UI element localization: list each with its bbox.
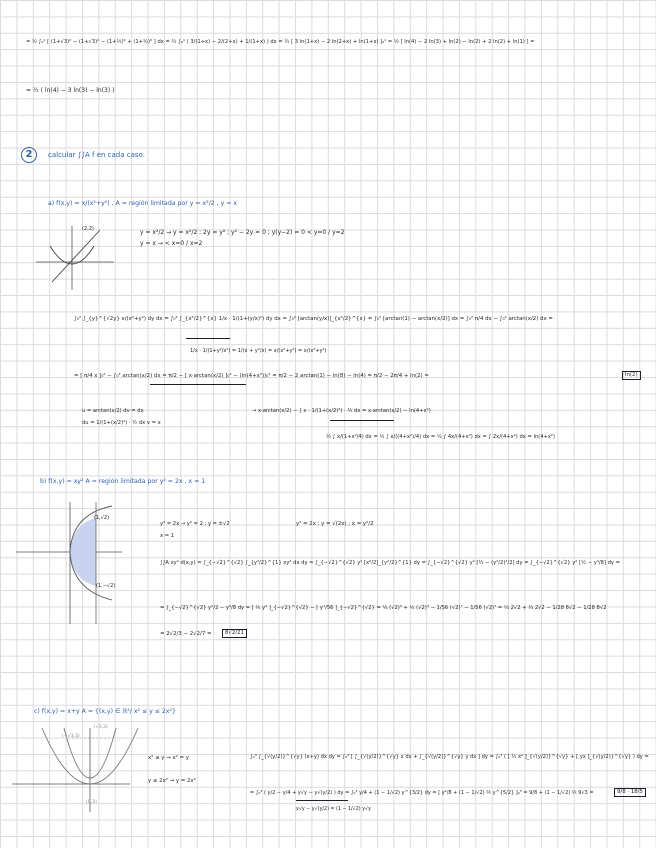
part-c-point-right: (√3,3)	[94, 725, 108, 730]
part-c-integral-under: y√y − y√(y/2) = (1 − 1/√2) y√y	[296, 807, 371, 812]
part-b-integral-line1: ∫∫A xy² d(x,y) = ∫_{−√2}^{√2} ∫_{y²/2}^{1} xy² dx dy = ∫_{−√2}^{√2} y² [x²/2]_{y²/2}^{1} dy = ∫_{−√2}^{√2} y² [½ − (y²/2)²/2] dy = ∫_{−√2}^{√2} y² [½ − y⁴/8] dy =	[160, 560, 620, 566]
part-a-graph	[36, 222, 116, 292]
part-a-parts-u: u = arctan(x/2) dv = dx	[82, 408, 144, 414]
part-a-parts-substitution: ½ ∫ x/(1+x²/4) dx = ½ ∫ x/((4+x²)/4) dx = ½ ∫ 4x/(4+x²) dx = ∫ 2x/(4+x²) dx = ln(4+x²)	[326, 434, 556, 440]
part-c-system-line2: y ≤ 2x² → y = 2x²	[148, 778, 196, 784]
exercise-number-badge: 2	[21, 147, 37, 163]
exercise-heading: calcular ∫∫A f en cada caso.	[48, 151, 145, 159]
part-b-system-line2: x = 1	[160, 533, 175, 539]
part-b-system-line1: y² = 2x → y² = 2 ; y = ±√2	[160, 521, 230, 527]
part-a-system-line1: y = x²/2 → y = x²/2 ; 2y = y² ; y² − 2y = 0 ; y(y−2) = 0 < y=0 / y=2	[140, 229, 345, 236]
top-equation-line1: = ½ ∫₀¹ [ (1+√3)² − (1+√3)² − (1+½)² + (1+½)² ] dx = ½ ∫₀¹ ( 3/(1+x) − 2/(2+x) + 1/(1+x) ) dx = ½ [ 3 ln(1+x) − 2 ln(2+x) + ln(1+x) ]₀¹ = ½ [ ln(4) − 2 ln(3) + ln(2) − ln(2) + 2 ln(2) + ln(1) ] =	[26, 39, 535, 45]
part-b-result-box: 8√2/21	[222, 629, 247, 638]
part-a-integral-line2: = [ π/4 x ]₀² − ∫₀² arctan(x/2) dx = π/2 − [ x·arctan(x/2) ]₀² − (ln(4+x²))₀² = π/2 − 2 arctan(1) − ln(8) − ln(4) = π/2 − 2π/4 + ln(2) =	[74, 373, 429, 379]
part-a-system-line2: y = x → < x=0 / x=2	[140, 240, 203, 247]
part-a-integral-under: 1/x · 1/(1+y²/x²) = 1/(x + y²/x) = x/(x²+y²) = x/(x²+y²)	[190, 348, 327, 354]
part-a-statement: a) f(x,y) = x/(x²+y²) , A = región limitada por y = x²/2 , y = x	[48, 200, 238, 207]
part-a-point-label: (2,2)	[82, 226, 94, 232]
part-c-point-center: (0,3)	[86, 800, 97, 805]
part-b-integral-line3: = 2√2/3 − 2√2/7 =	[160, 631, 212, 637]
part-a-parts-result: → x·arctan(x/2) − ∫ x · 1/(1+(x/2)²) · ½ dx = x·arctan(x/2) − ln(4+x²)	[252, 408, 431, 414]
part-a-result-box: ln(2)	[622, 371, 641, 380]
part-c-statement: c) f(x,y) = x+y A = {(x,y) ∈ ℝ²/ x² ≤ y ≤ 2x²}	[34, 708, 176, 715]
part-b-statement: b) f(x,y) = xy² A = región limitada por y² = 2x , x = 1	[40, 478, 206, 485]
part-a-integral-line1: ∫₀² ∫_{y}^{√2y} x/(x²+y²) dy dx = ∫₀² ∫_{x²/2}^{x} 1/x · 1/(1+(y/x)²) dy dx = ∫₀² [arctan(y/x)]_{x²/2}^{x} = ∫₀² [arctan(1) − arctan(x/2)] dx = ∫₀² π/4 dx − ∫₀² arctan(x/2) dx =	[74, 316, 553, 322]
part-c-point-left: (−√3,3)	[62, 734, 80, 739]
part-c-integral-line1: ∫₀³ ∫_{√(y/2)}^{√y} (x+y) dx dy = ∫₀³ [ ∫_{√(y/2)}^{√y} x dx + ∫_{√(y/2)}^{√y} y dx ] dy = ∫₀³ ( [ ½ x² ]_{√(y/2)}^{√y} + [ yx ]_{√(y/2)}^{√y} ) dy =	[250, 754, 649, 760]
part-c-integral-line2: = ∫₀³ ( y/2 − y/4 + y√y − y√(y/2) ) dy = ∫₀³ y/4 + (1 − 1/√2) y^{3/2} dy = [ y²/8 + (1 − 1/√2) ⅖ y^{5/2} ]₀³ = 9/8 + (1 − 1/√2) ⅖ 9√3 =	[250, 790, 594, 796]
part-b-integral-line2: = ∫_{−√2}^{√2} y²/2 − y⁶/8 dy = [ ⅙ y³ ]_{−√2}^{√2} − [ y⁷/56 ]_{−√2}^{√2} = ⅙ (√2)³ + ⅙ (√2)³ − 1/56 (√2)⁷ − 1/56 (√2)⁷ = ⅓ 2√2 + ⅓ 2√2 − 1/28 8√2 − 1/28 8√2	[160, 605, 607, 611]
top-equation-line2: = ½ ( ln(4) − 3 ln(3) − ln(3) )	[26, 87, 115, 94]
part-b-point-bottom: (1,−√2)	[96, 583, 116, 589]
part-c-system-line1: x² ≤ y → x² = y	[148, 755, 189, 761]
part-b-point-top: (1,√2)	[94, 515, 110, 521]
part-a-parts-du: du = 1/(1+(x/2)²) · ½ dx v = x	[82, 420, 161, 426]
part-b-graph	[16, 500, 126, 630]
part-b-side-note: y² = 2x ; y = √(2x) ; x = y²/2	[296, 521, 374, 527]
part-c-result-box: 9/8 · 18/5	[614, 788, 646, 797]
